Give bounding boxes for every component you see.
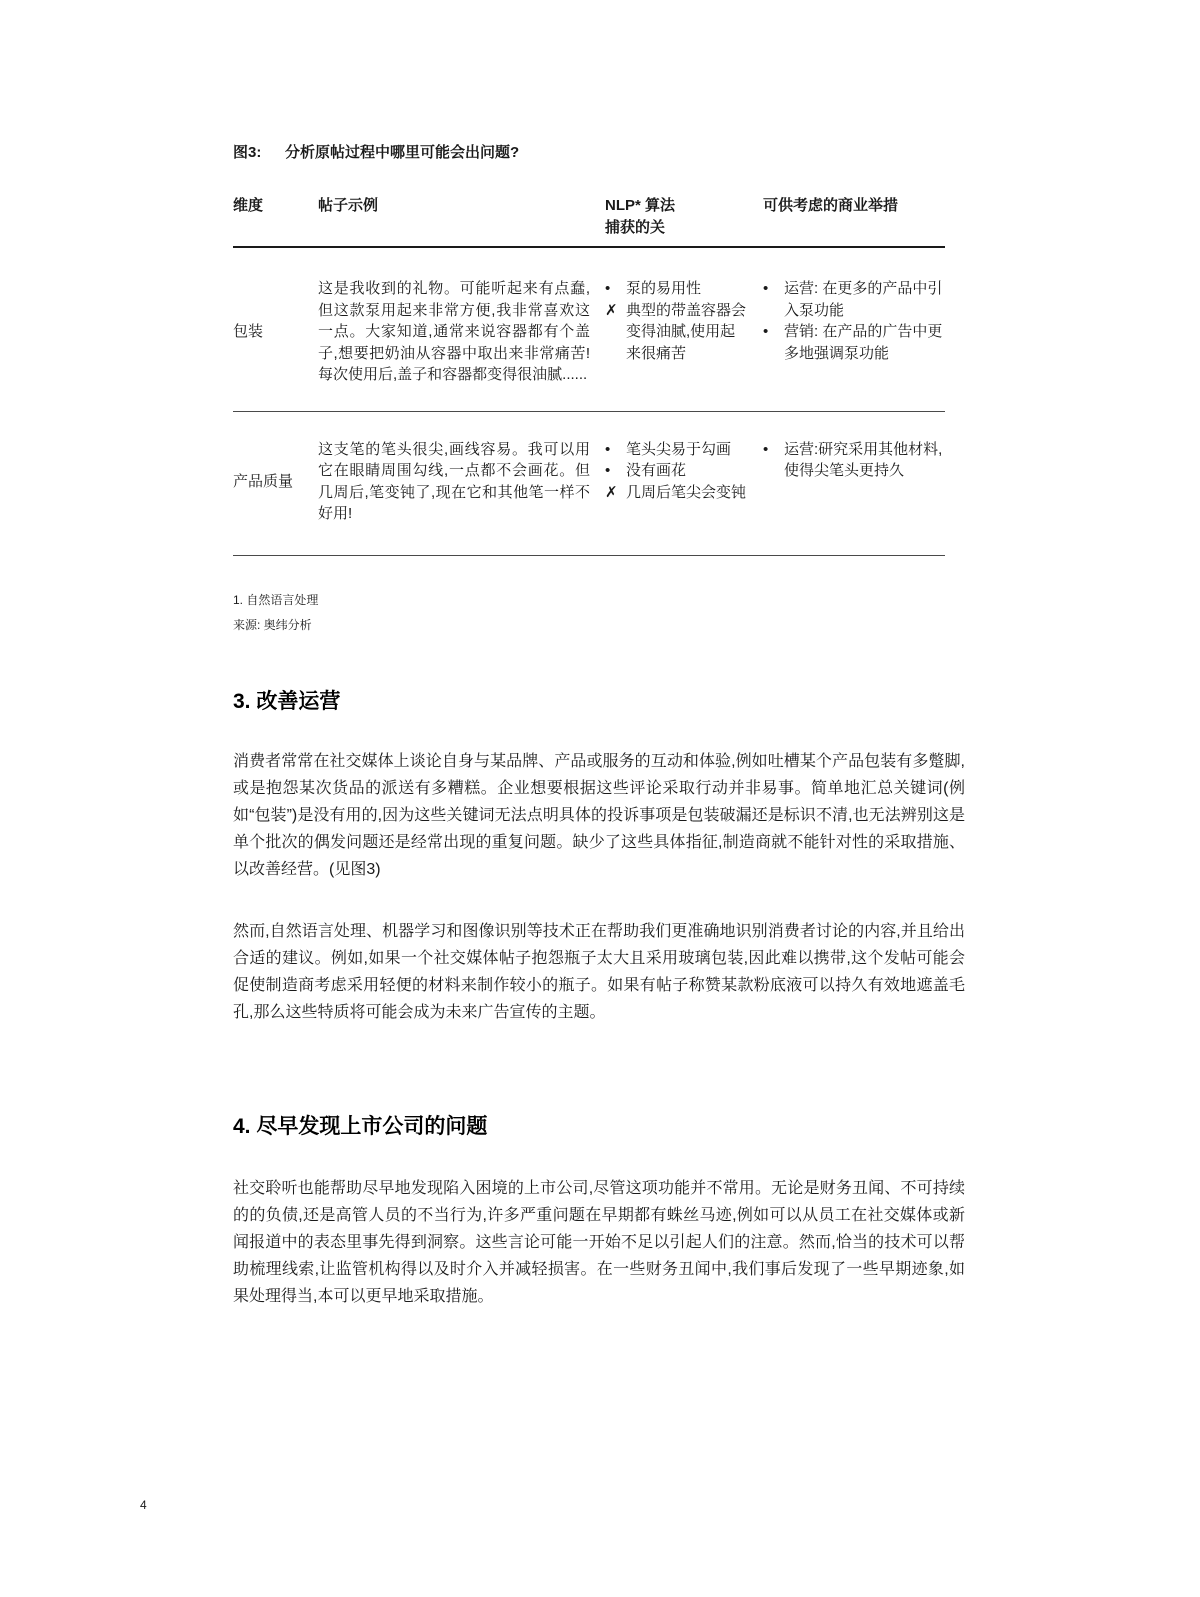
list-item [763,278,945,321]
table-header-row [233,195,945,248]
bullet-icon: • [605,280,611,297]
list-item-text: 运营:研究采用其他材料,使得尖笔头更持久 [784,440,943,479]
figure-label: 图3: [233,144,262,161]
list-item-text: 营销: 在产品的广告中更多地强调泵功能 [784,323,943,362]
footnote-source: 来源: 奥纬分析 [233,617,312,632]
table-header-dimension: 维度 [233,197,264,214]
table-row [233,412,945,556]
list-item-text: 没有画花 [626,462,687,479]
row-business-actions [763,278,945,386]
row-dimension-label: 包装 [233,323,264,340]
table-header-business-actions: 可供考虑的商业举措 [763,197,899,214]
x-mark-icon: ✗ [605,301,618,319]
bullet-icon: • [763,440,769,458]
list-item [763,439,945,482]
bullet-icon: • [605,462,611,479]
footnote-nlp: 1. 自然语言处理 [233,592,319,607]
list-item [605,482,749,504]
section-heading-improve-operations: 3. 改善运营 [233,689,341,713]
list-item-text: 运营: 在更多的产品中引入泵功能 [784,280,943,319]
bullet-icon: • [763,323,769,340]
bullet-icon: • [605,440,611,458]
row-business-actions [763,439,945,525]
list-item [763,321,945,364]
list-item-text: 泵的易用性 [626,280,702,297]
section-heading-detect-listed-company-issues: 4. 尽早发现上市公司的问题 [233,1114,488,1138]
list-item-text: 典型的带盖容器会变得油腻,使用起来很痛苦 [626,301,747,362]
row-post-example: 这支笔的笔头很尖,画线容易。我可以用它在眼睛周围勾线,一点都不会画花。但几周后,笔变钝了,现在它和其他笔一样不好用! [318,440,590,522]
list-item [605,278,749,300]
list-item-text: 笔头尖易于勾画 [626,440,732,458]
paragraph: 然而,自然语言处理、机器学习和图像识别等技术正在帮助我们更准确地识别消费者讨论的内容,并且给出合适的建议。例如,如果一个社交媒体帖子抱怨瓶子太大且采用玻璃包装,因此难以携带,这个发帖可能会促使制造商考虑采用轻便的材料来制作较小的瓶子。如果有帖子称赞某款粉底液可以持久有效地遮盖毛孔,那么这些特质将可能会成为未来广告宣传的主题。 [233,922,965,1021]
table-header-nlp-line2: 捕获的关 [605,219,666,236]
paragraph: 消费者常常在社交媒体上谈论自身与某品牌、产品或服务的互动和体验,例如吐槽某个产品包装有多蹩脚,或是抱怨某次货品的派送有多糟糕。企业想要根据这些评论采取行动并非易事。简单地汇总关键词(例如“包装”)是没有用的,因为这些关键词无法点明具体的投诉事项是包装破漏还是标识不清,也无法辨别这是单个批次的偶发问题还是经常出现的重复问题。缺少了这些具体指征,制造商就不能针对性的采取措施、以改善经营。(见图3) [233,752,965,878]
figure-table [233,195,945,556]
figure-footnotes [233,588,965,638]
figure-title-text: 分析原帖过程中哪里可能会出问题? [285,144,520,161]
bullet-icon: • [763,280,769,297]
row-dimension-label: 产品质量 [233,472,294,490]
table-header-post-example: 帖子示例 [318,197,379,214]
row-nlp-findings [605,278,763,386]
x-mark-icon: ✗ [605,483,618,501]
list-item [605,439,749,461]
figure-title [233,143,965,163]
table-header-nlp [605,195,763,239]
table-header-nlp-line1: NLP* 算法 [605,197,676,214]
list-item-text: 几周后笔尖会变钝 [626,483,747,501]
list-item [605,300,749,365]
row-nlp-findings [605,439,763,525]
row-post-example: 这是我收到的礼物。可能听起来有点蠢,但这款泵用起来非常方便,我非常喜欢这一点。大家知道,通常来说容器都有个盖子,想要把奶油从容器中取出来非常痛苦!每次使用后,盖子和容器都变得很油腻...... [318,280,590,383]
page-number: 4 [140,1498,147,1512]
list-item [605,460,749,482]
page-content [233,143,965,1310]
table-row [233,248,945,412]
paragraph: 社交聆听也能帮助尽早地发现陷入困境的上市公司,尽管这项功能并不常用。无论是财务丑闻、不可持续的的负债,还是高管人员的不当行为,许多严重问题在早期都有蛛丝马迹,例如可以从员工在社交媒体或新闻报道中的表态里事先得到洞察。这些言论可能一开始不足以引起人们的注意。然而,恰当的技术可以帮助梳理线索,让监管机构得以及时介入并减轻损害。在一些财务丑闻中,我们事后发现了一些早期迹象,如果处理得当,本可以更早地采取措施。 [233,1179,965,1305]
